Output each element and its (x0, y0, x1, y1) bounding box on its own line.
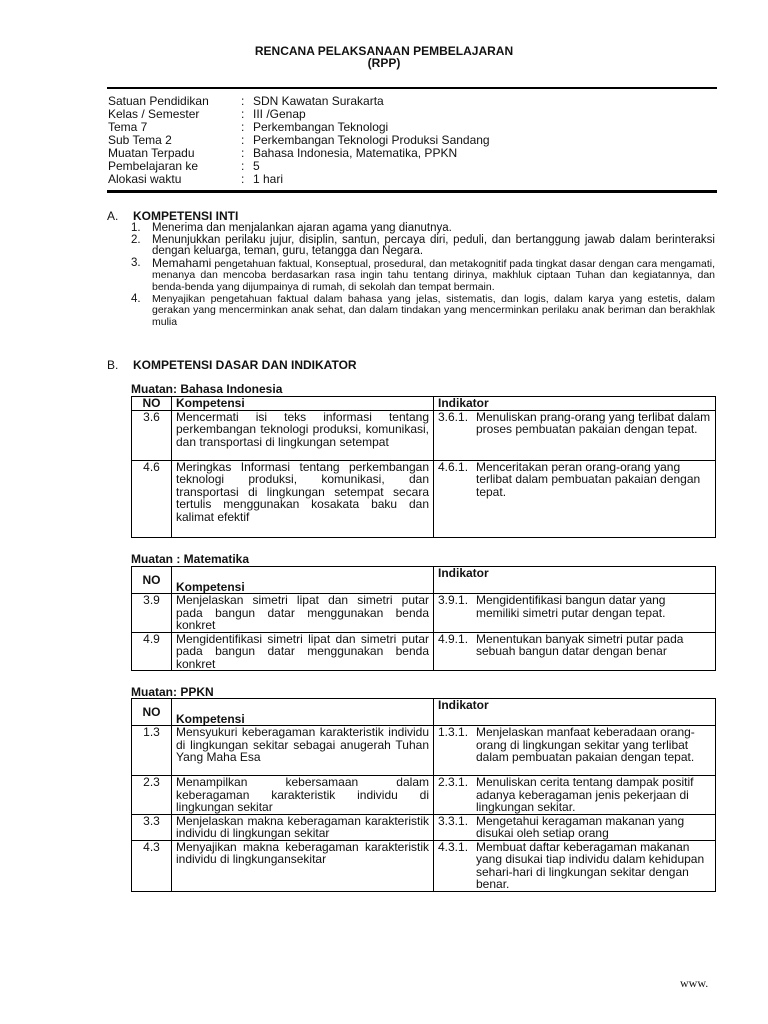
info-label: Kelas / Semester (108, 107, 200, 121)
item-text: Menunjukkan perilaku jujur, disiplin, santun, percaya diri, peduli, dan bertanggung jawab dalam berinteraksi dengan keluarga, teman, guru, tetangga dan Negara. (152, 233, 715, 258)
table-row (132, 776, 716, 815)
section-b-heading (107, 358, 357, 372)
cell-no: 3.9 (132, 594, 172, 633)
cell-indikator (434, 594, 716, 633)
cell-indikator (434, 726, 716, 776)
item-lead: Memahami (152, 255, 212, 270)
competency-table-matematika (131, 566, 716, 671)
info-sep: : (241, 107, 245, 121)
indikator-text: Menjelaskan manfaat keberadaan orang-orang di lingkungan sekitar yang terlibat dalam pembuatan pakaian dengan tepat. (476, 725, 695, 764)
info-label: Sub Tema 2 (108, 133, 172, 147)
indikator-text: Menceritakan peran orang-orang yang terlibat dalam pembuatan pakaian dengan tepat. (476, 459, 701, 499)
cell-kompetensi: Menyajikan makna keberagaman karakteristik individu di lingkungansekitar (172, 840, 434, 891)
section-a-title: KOMPETENSI INTI (133, 209, 239, 223)
indikator-code: 4.9.1. (438, 631, 469, 646)
info-sep: : (241, 120, 245, 134)
cell-kompetensi: Menampilkan kebersamaan dalam keberagaman karakteristik individu di lingkungan sekitar (172, 776, 434, 815)
cell-kompetensi: Menjelaskan simetri lipat dan simetri putar pada bangun datar menggunakan benda konkret (172, 594, 434, 633)
header-indikator: Indikator (434, 699, 716, 726)
cell-indikator (434, 410, 716, 460)
cell-no: 1.3 (132, 726, 172, 776)
info-value: 1 hari (253, 172, 284, 186)
section-a-letter: A. (107, 209, 119, 223)
indikator-text: Menuliskan cerita tentang dampak positif adanya keberagaman jenis pekerjaan di lingkungan sekitar. (476, 775, 694, 814)
info-value: 5 (253, 159, 260, 173)
item-text (152, 255, 716, 294)
indikator-code: 3.9.1. (438, 593, 469, 607)
cell-indikator (434, 814, 716, 840)
document-subtitle: (RPP) (367, 56, 401, 70)
indikator-text: Mengidentifikasi bangun datar yang memiliki simetri putar dengan tepat. (476, 593, 666, 620)
cell-no: 2.3 (132, 776, 172, 815)
item-number: 1. (131, 222, 141, 234)
muatan-label: Muatan : Matematika (131, 552, 250, 566)
section-a-heading (107, 209, 238, 223)
table-row (132, 460, 716, 537)
cell-kompetensi: Mengidentifikasi simetri lipat dan simetri putar pada bangun datar menggunakan benda konkret (172, 632, 434, 671)
item-number: 2. (131, 233, 141, 246)
cell-kompetensi: Meringkas Informasi tentang perkembangan teknologi produksi, komunikasi, dan transportasi di lingkungan setempat secara tertulis menggunakan kosakata baku dan kalimat efektif (172, 460, 434, 537)
section-b-letter: B. (107, 358, 119, 372)
indikator-text: Membuat daftar keberagaman makanan yang disukai tiap individu dalam kehidupan sehari-hari di lingkungan sekitar dengan benar. (476, 839, 705, 891)
info-sep: : (241, 94, 245, 108)
item-text: Menerima dan menjalankan ajaran agama yang dianutnya. (152, 222, 452, 234)
indikator-code: 1.3.1. (438, 725, 469, 739)
document-title: RENCANA PELAKSANAAN PEMBELAJARAN (254, 44, 514, 58)
cell-indikator (434, 776, 716, 815)
section-b-title: KOMPETENSI DASAR DAN INDIKATOR (133, 358, 357, 372)
header-no: NO (132, 397, 172, 411)
table-row (132, 726, 716, 776)
cell-indikator (434, 632, 716, 671)
info-value: SDN Kawatan Surakarta (253, 94, 384, 108)
info-sep: : (241, 133, 245, 147)
table-row (132, 594, 716, 633)
info-label: Alokasi waktu (108, 172, 182, 186)
table-row (132, 632, 716, 671)
identity-block (108, 95, 490, 186)
info-sep: : (241, 146, 245, 160)
info-label: Pembelajaran ke (108, 159, 199, 173)
cell-kompetensi: Menjelaskan makna keberagaman karakteristik individu di lingkungan sekitar (172, 814, 434, 840)
list-item (131, 294, 715, 329)
header-no: NO (132, 699, 172, 726)
table-row (132, 814, 716, 840)
item-number: 3. (131, 256, 141, 269)
indikator-code: 4.3.1. (438, 839, 469, 854)
item-number: 4. (131, 292, 141, 305)
section-rule (107, 190, 717, 193)
header-indikator: Indikator (434, 567, 716, 594)
header-kompetensi: Kompetensi (172, 699, 434, 726)
top-rule (107, 87, 717, 89)
table-header-row (132, 567, 716, 594)
indikator-text: Menuliskan prang-orang yang terlibat dalam proses pembuatan pakaian dengan tepat. (476, 409, 711, 436)
header-kompetensi: Kompetensi (172, 567, 434, 594)
info-label: Muatan Terpadu (108, 146, 195, 160)
table-row (132, 410, 716, 460)
info-value: Perkembangan Teknologi (253, 120, 389, 134)
cell-no: 4.6 (132, 460, 172, 537)
indikator-text: Mengetahui keragaman makanan yang disukai oleh setiap orang (476, 813, 685, 840)
table-row (132, 840, 716, 891)
indikator-code: 3.3.1. (438, 813, 469, 828)
cell-no: 3.3 (132, 814, 172, 840)
competency-table-ppkn (131, 698, 716, 892)
indikator-code: 2.3.1. (438, 775, 469, 789)
info-label: Satuan Pendidikan (108, 94, 209, 108)
cell-kompetensi: Mensyukuri keberagaman karakteristik individu di lingkungan sekitar sebagai anugerah Tuhan Yang Maha Esa (172, 726, 434, 776)
indikator-text: Menentukan banyak simetri putar pada sebuah bangun datar dengan benar (476, 631, 684, 658)
cell-indikator (434, 460, 716, 537)
info-value: III /Genap (253, 107, 306, 121)
muatan-label: Muatan: Bahasa Indonesia (131, 382, 283, 396)
header-kompetensi: Kompetensi (172, 397, 434, 411)
cell-no: 3.6 (132, 410, 172, 460)
cell-kompetensi: Mencermati isi teks informasi tentang perkembangan teknologi produksi, komunikasi, dan transportasi di lingkungan setempat (172, 410, 434, 460)
cell-no: 4.9 (132, 632, 172, 671)
list-item (131, 223, 715, 235)
list-item (131, 255, 716, 294)
info-sep: : (241, 172, 245, 186)
info-sep: : (241, 159, 245, 173)
muatan-label: Muatan: PPKN (131, 685, 214, 699)
cell-indikator (434, 840, 716, 891)
kompetensi-inti-list (131, 223, 715, 328)
indikator-code: 4.6.1. (438, 459, 469, 474)
item-text: Menyajikan pengetahuan faktual dalam bahasa yang jelas, sistematis, dan logis, dalam karya yang estetis, dalam gerakan yang mencerminkan anak sehat, dan dalam tindakan yang mencerminkan perilaku anak beriman dan berakhlak mulia (152, 292, 715, 328)
info-row (108, 173, 490, 186)
info-value: Perkembangan Teknologi Produksi Sandang (253, 133, 490, 147)
item-body: pengetahuan faktual, Konseptual, prosedural, dan metakognitif pada tingkat dasar dengan cara mengamati, menanya dan mencoba berdasarkan rasa ingin tahu tentang dirinya, makhluk ciptaan Tuhan dan kegiatannya, dan benda-benda yang dijumpainya di rumah, di sekolah dan tempat bermain. (152, 257, 716, 293)
info-value: Bahasa Indonesia, Matematika, PPKN (253, 146, 458, 160)
cell-no: 4.3 (132, 840, 172, 891)
indikator-code: 3.6.1. (438, 409, 469, 424)
table-header-row (132, 397, 716, 411)
list-item (131, 235, 715, 258)
table-header-row (132, 699, 716, 726)
info-label: Tema 7 (108, 120, 148, 134)
footer-watermark: www. (680, 976, 709, 990)
header-no: NO (132, 567, 172, 594)
competency-table-bahasa (131, 396, 716, 538)
header-indikator: Indikator (434, 397, 716, 411)
